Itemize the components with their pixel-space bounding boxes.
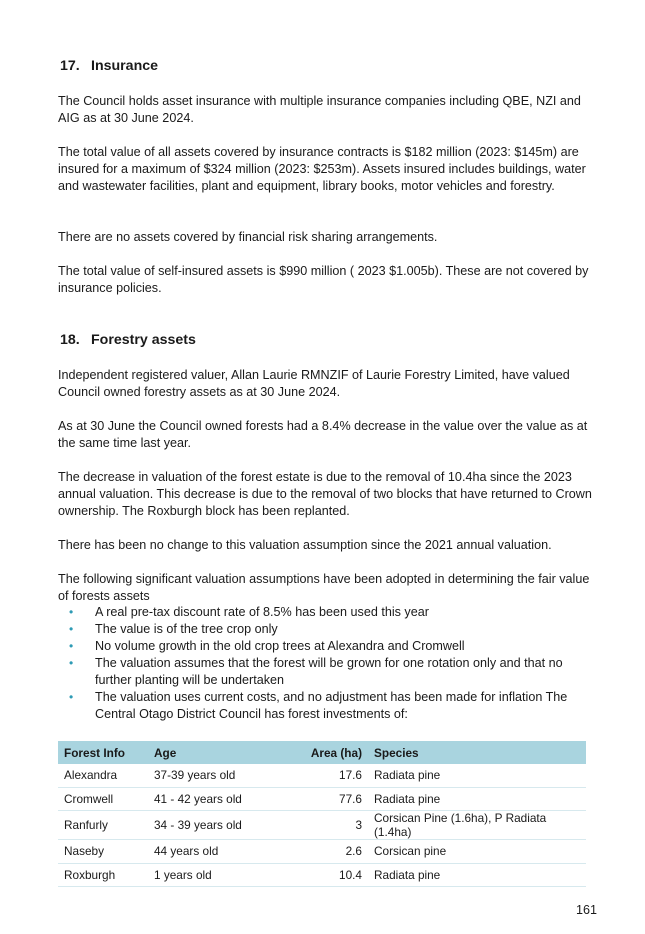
bullet-icon: • <box>69 605 74 619</box>
column-header-age: Age <box>148 741 268 764</box>
list-item-text: No volume growth in the old crop trees at Alexandra and Cromwell <box>95 639 465 653</box>
list-item-text: The value is of the tree crop only <box>95 622 278 636</box>
list-item <box>58 655 598 689</box>
cell-species: Radiata pine <box>368 787 586 811</box>
cell-forest: Ranfurly <box>58 811 148 840</box>
page-number: 161 <box>575 903 597 917</box>
column-header-species: Species <box>368 741 586 764</box>
bullet-icon: • <box>69 639 74 653</box>
cell-forest: Roxburgh <box>58 863 148 887</box>
cell-age: 34 - 39 years old <box>148 811 268 840</box>
forestry-paragraph-4: There has been no change to this valuation assumption since the 2021 annual valuation. <box>58 538 552 552</box>
forestry-paragraph-2: As at 30 June the Council owned forests had a 8.4% decrease in the value over the value as at the same time last year. <box>58 419 588 450</box>
table-row <box>58 811 586 840</box>
forestry-paragraph-5: The following significant valuation assumptions have been adopted in determining the fair value of forests assets <box>58 572 590 603</box>
cell-species: Radiata pine <box>368 863 586 887</box>
cell-species: Corsican pine <box>368 840 586 864</box>
table-row <box>58 787 586 811</box>
cell-species: Radiata pine <box>368 764 586 787</box>
cell-area: 77.6 <box>268 787 368 811</box>
cell-age: 37-39 years old <box>148 764 268 787</box>
cell-forest: Alexandra <box>58 764 148 787</box>
cell-species: Corsican Pine (1.6ha), P Radiata (1.4ha) <box>368 811 586 840</box>
cell-age: 1 years old <box>148 863 268 887</box>
list-item <box>58 638 598 655</box>
bullet-icon: • <box>69 656 74 670</box>
section-18-heading <box>60 332 196 348</box>
cell-area: 2.6 <box>268 840 368 864</box>
insurance-paragraph-3: There are no assets covered by financial risk sharing arrangements. <box>58 230 438 244</box>
list-item <box>58 621 598 638</box>
insurance-paragraph-4: The total value of self-insured assets is $990 million ( 2023 $1.005b). These are not covered by insurance policies. <box>58 264 589 295</box>
list-item <box>58 689 598 723</box>
section-18-number: 18. <box>60 332 80 348</box>
cell-age: 44 years old <box>148 840 268 864</box>
list-item-text: A real pre-tax discount rate of 8.5% has been used this year <box>95 605 429 619</box>
valuation-assumptions-list <box>58 604 598 723</box>
bullet-icon: • <box>69 622 74 636</box>
section-17-heading <box>60 58 158 74</box>
section-17-number: 17. <box>60 58 80 74</box>
cell-forest: Cromwell <box>58 787 148 811</box>
table-row <box>58 764 586 787</box>
table-header-row <box>58 741 586 764</box>
cell-area: 17.6 <box>268 764 368 787</box>
forestry-paragraph-1: Independent registered valuer, Allan Laurie RMNZIF of Laurie Forestry Limited, have valued Council owned forestry assets as at 30 June 2024. <box>58 368 570 399</box>
forestry-paragraph-3: The decrease in valuation of the forest estate is due to the removal of 10.4ha since the 2023 annual valuation. This decrease is due to the removal of two blocks that have returned to Crown ownership. The Roxburgh block has been replanted. <box>58 470 592 518</box>
cell-area: 3 <box>268 811 368 840</box>
forest-investments-table <box>58 741 586 887</box>
cell-area: 10.4 <box>268 863 368 887</box>
column-header-area: Area (ha) <box>268 741 368 764</box>
section-18-title: Forestry assets <box>91 332 196 348</box>
table-row <box>58 840 586 864</box>
cell-forest: Naseby <box>58 840 148 864</box>
section-17-title: Insurance <box>91 58 159 74</box>
cell-age: 41 - 42 years old <box>148 787 268 811</box>
list-item-text: The valuation assumes that the forest will be grown for one rotation only and that no further planting will be undertaken <box>95 656 563 687</box>
list-item-text: The valuation uses current costs, and no adjustment has been made for inflation The Central Otago District Council has forest investments of: <box>95 690 568 721</box>
table-row <box>58 863 586 887</box>
column-header-forest-info: Forest Info <box>58 741 148 764</box>
insurance-paragraph-1: The Council holds asset insurance with multiple insurance companies including QBE, NZI and AIG as at 30 June 2024. <box>58 94 581 125</box>
list-item <box>58 604 598 621</box>
bullet-icon: • <box>69 690 74 704</box>
insurance-paragraph-2: The total value of all assets covered by insurance contracts is $182 million (2023: $145m) are insured for a maximum of $324 million (2023: $253m). Assets insured includes buildings, water and wastewater facilities, plant and equipment, library books, motor vehicles and forestry. <box>58 145 586 193</box>
